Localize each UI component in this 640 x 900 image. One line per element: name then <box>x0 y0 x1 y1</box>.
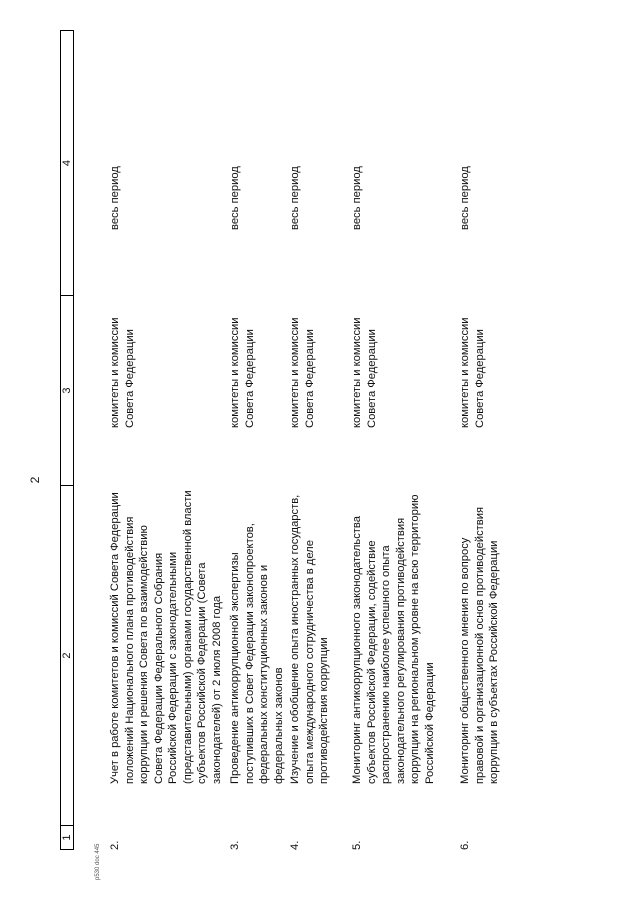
table-header <box>60 30 74 850</box>
row-description: Проведение антикоррупционной экспертизы поступивших в Совет Федерации законопроектов, федеральных конституционных законов и федеральных законов <box>229 523 285 784</box>
row-description: Мониторинг общественного мнения по вопросу правовой и организационной основ противодействия коррупции в субъектах Российской Федерации <box>459 506 500 784</box>
row-number: 6. <box>459 840 471 850</box>
header-col-4: 4 <box>61 159 73 167</box>
table-row <box>108 30 224 850</box>
row-description: Мониторинг антикоррупционного законодательства субъектов Российской Федерации, содействие распространению наиболее успешного опыта законодательного регулирования противодействия коррупции на региональном уровне на всю территорию Российской Федерации <box>351 494 436 784</box>
row-period: весь период <box>229 166 241 230</box>
row-number: 4. <box>289 840 301 850</box>
row-responsible: комитеты и комиссии Совета Федерации <box>229 317 256 428</box>
row-responsible: комитеты и комиссии Совета Федерации <box>289 317 316 428</box>
row-number: 3. <box>229 840 241 850</box>
table-row <box>458 30 502 850</box>
header-col-1: 1 <box>61 825 73 849</box>
table-row <box>350 30 437 850</box>
row-description: Учет в работе комитетов и комиссий Совета Федерации положений Национального плана противодействия коррупции и решения Совета по взаимодействию Совета Федерации Федерального Собрания Российской Федерации с законодательными (представительными) органами государственной власти субъектов Российской Федерации (Совета законодателей) от 2 июля 2008 года <box>109 490 223 784</box>
table-row <box>228 30 286 850</box>
row-responsible: комитеты и комиссии Совета Федерации <box>459 317 486 428</box>
page-number: 2 <box>28 476 42 484</box>
row-responsible: комитеты и комиссии Совета Федерации <box>109 317 136 428</box>
row-period: весь период <box>459 166 471 230</box>
footer-code: р530 doc 445 <box>95 843 101 880</box>
row-number: 5. <box>351 840 363 850</box>
row-number: 2. <box>109 840 121 850</box>
header-col-2: 2 <box>61 485 73 825</box>
row-period: весь период <box>351 166 363 230</box>
plan-table <box>60 30 580 850</box>
row-responsible: комитеты и комиссии Совета Федерации <box>351 317 378 428</box>
row-period: весь период <box>109 166 121 230</box>
row-period: весь период <box>289 166 301 230</box>
row-description: Изучение и обобщение опыта иностранных государств, опыта международного сотрудничества в деле противодействия коррупции <box>289 494 330 784</box>
header-col-3: 3 <box>61 295 73 485</box>
table-row <box>288 30 332 850</box>
